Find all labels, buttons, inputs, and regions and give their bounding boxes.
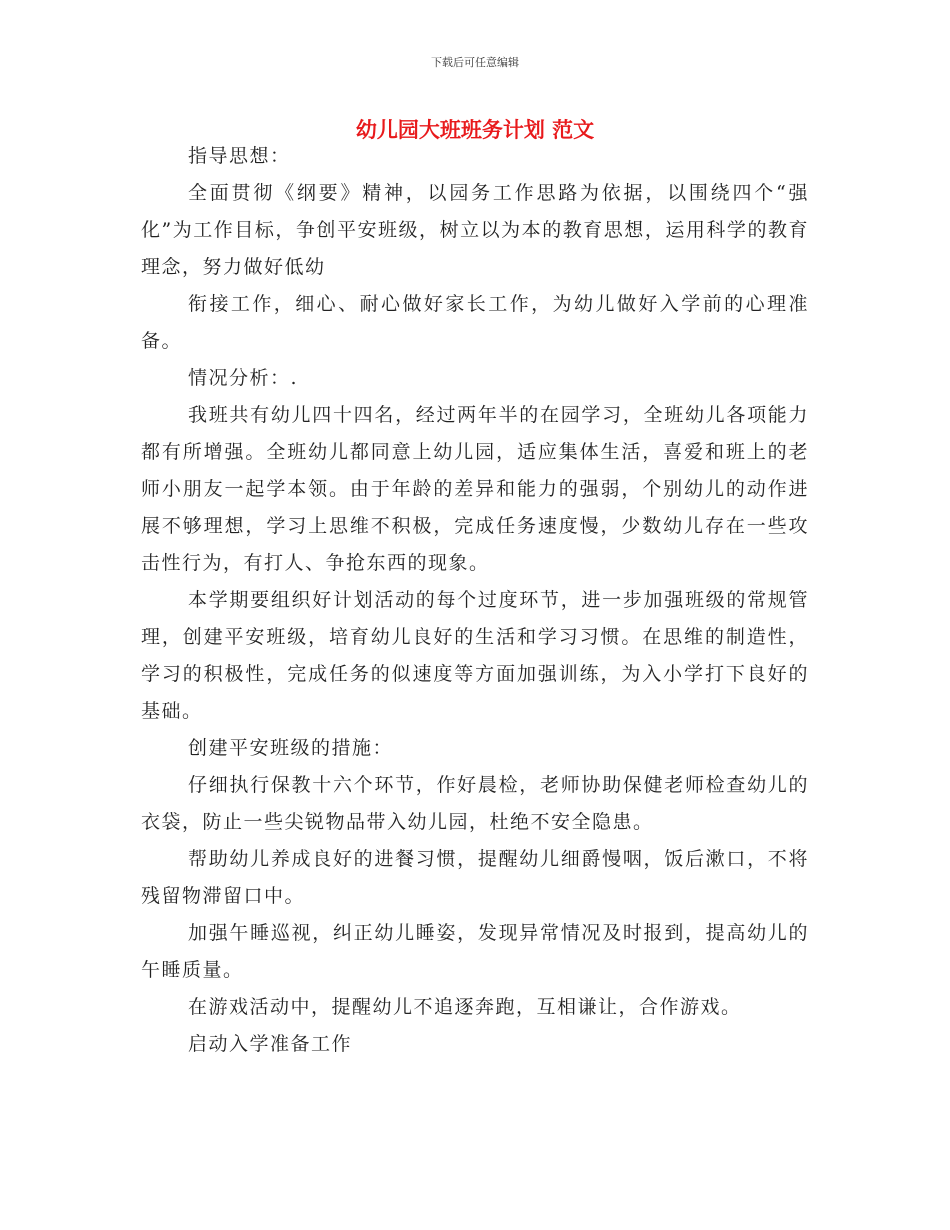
paragraph: 仔细执行保教十六个环节，作好晨检，老师协助保健老师检查幼儿的衣袋，防止一些尖锐物品带入幼儿园，杜绝不安全隐患。	[141, 774, 809, 833]
paragraph: 衔接工作，细心、耐心做好家长工作，为幼儿做好入学前的心理准备。	[141, 293, 809, 352]
document-body	[141, 138, 809, 1063]
paragraph: 本学期要组织好计划活动的每个过度环节，进一步加强班级的常规管理，创建平安班级，培育幼儿良好的生活和学习习惯。在思维的制造性，学习的积极性，完成任务的似速度等方面加强训练，为入小学打下良好的基础。	[141, 589, 809, 722]
paragraph: 帮助幼儿养成良好的进餐习惯，提醒幼儿细爵慢咽，饭后漱口，不将残留物滞留口中。	[141, 848, 809, 907]
paragraph-heading-measures: 创建平安班级的措施：	[188, 737, 394, 759]
document-title: 幼儿园大班班务计划 范文	[355, 118, 595, 142]
paragraph: 在游戏活动中，提醒幼儿不追逐奔跑，互相谦让，合作游戏。	[188, 996, 742, 1018]
header-note: 下载后可任意编辑	[431, 56, 519, 69]
paragraph-heading-school-prep: 启动入学准备工作	[188, 1033, 353, 1055]
paragraph-heading-guiding: 指导思想：	[188, 145, 291, 167]
paragraph-heading-analysis: 情况分析：.	[188, 367, 299, 389]
paragraph: 加强午睡巡视，纠正幼儿睡姿，发现异常情况及时报到，提高幼儿的午睡质量。	[141, 922, 809, 981]
paragraph: 我班共有幼儿四十四名，经过两年半的在园学习，全班幼儿各项能力都有所增强。全班幼儿都同意上幼儿园，适应集体生活，喜爱和班上的老师小朋友一起学本领。由于年龄的差异和能力的强弱，个别幼儿的动作进展不够理想，学习上思维不积极，完成任务速度慢，少数幼儿存在一些攻击性行为，有打人、争抢东西的现象。	[141, 404, 809, 574]
paragraph: 全面贯彻《纲要》精神，以园务工作思路为依据，以围绕四个“强化”为工作目标，争创平安班级，树立以为本的教育思想，运用科学的教育理念，努力做好低幼	[141, 182, 809, 278]
